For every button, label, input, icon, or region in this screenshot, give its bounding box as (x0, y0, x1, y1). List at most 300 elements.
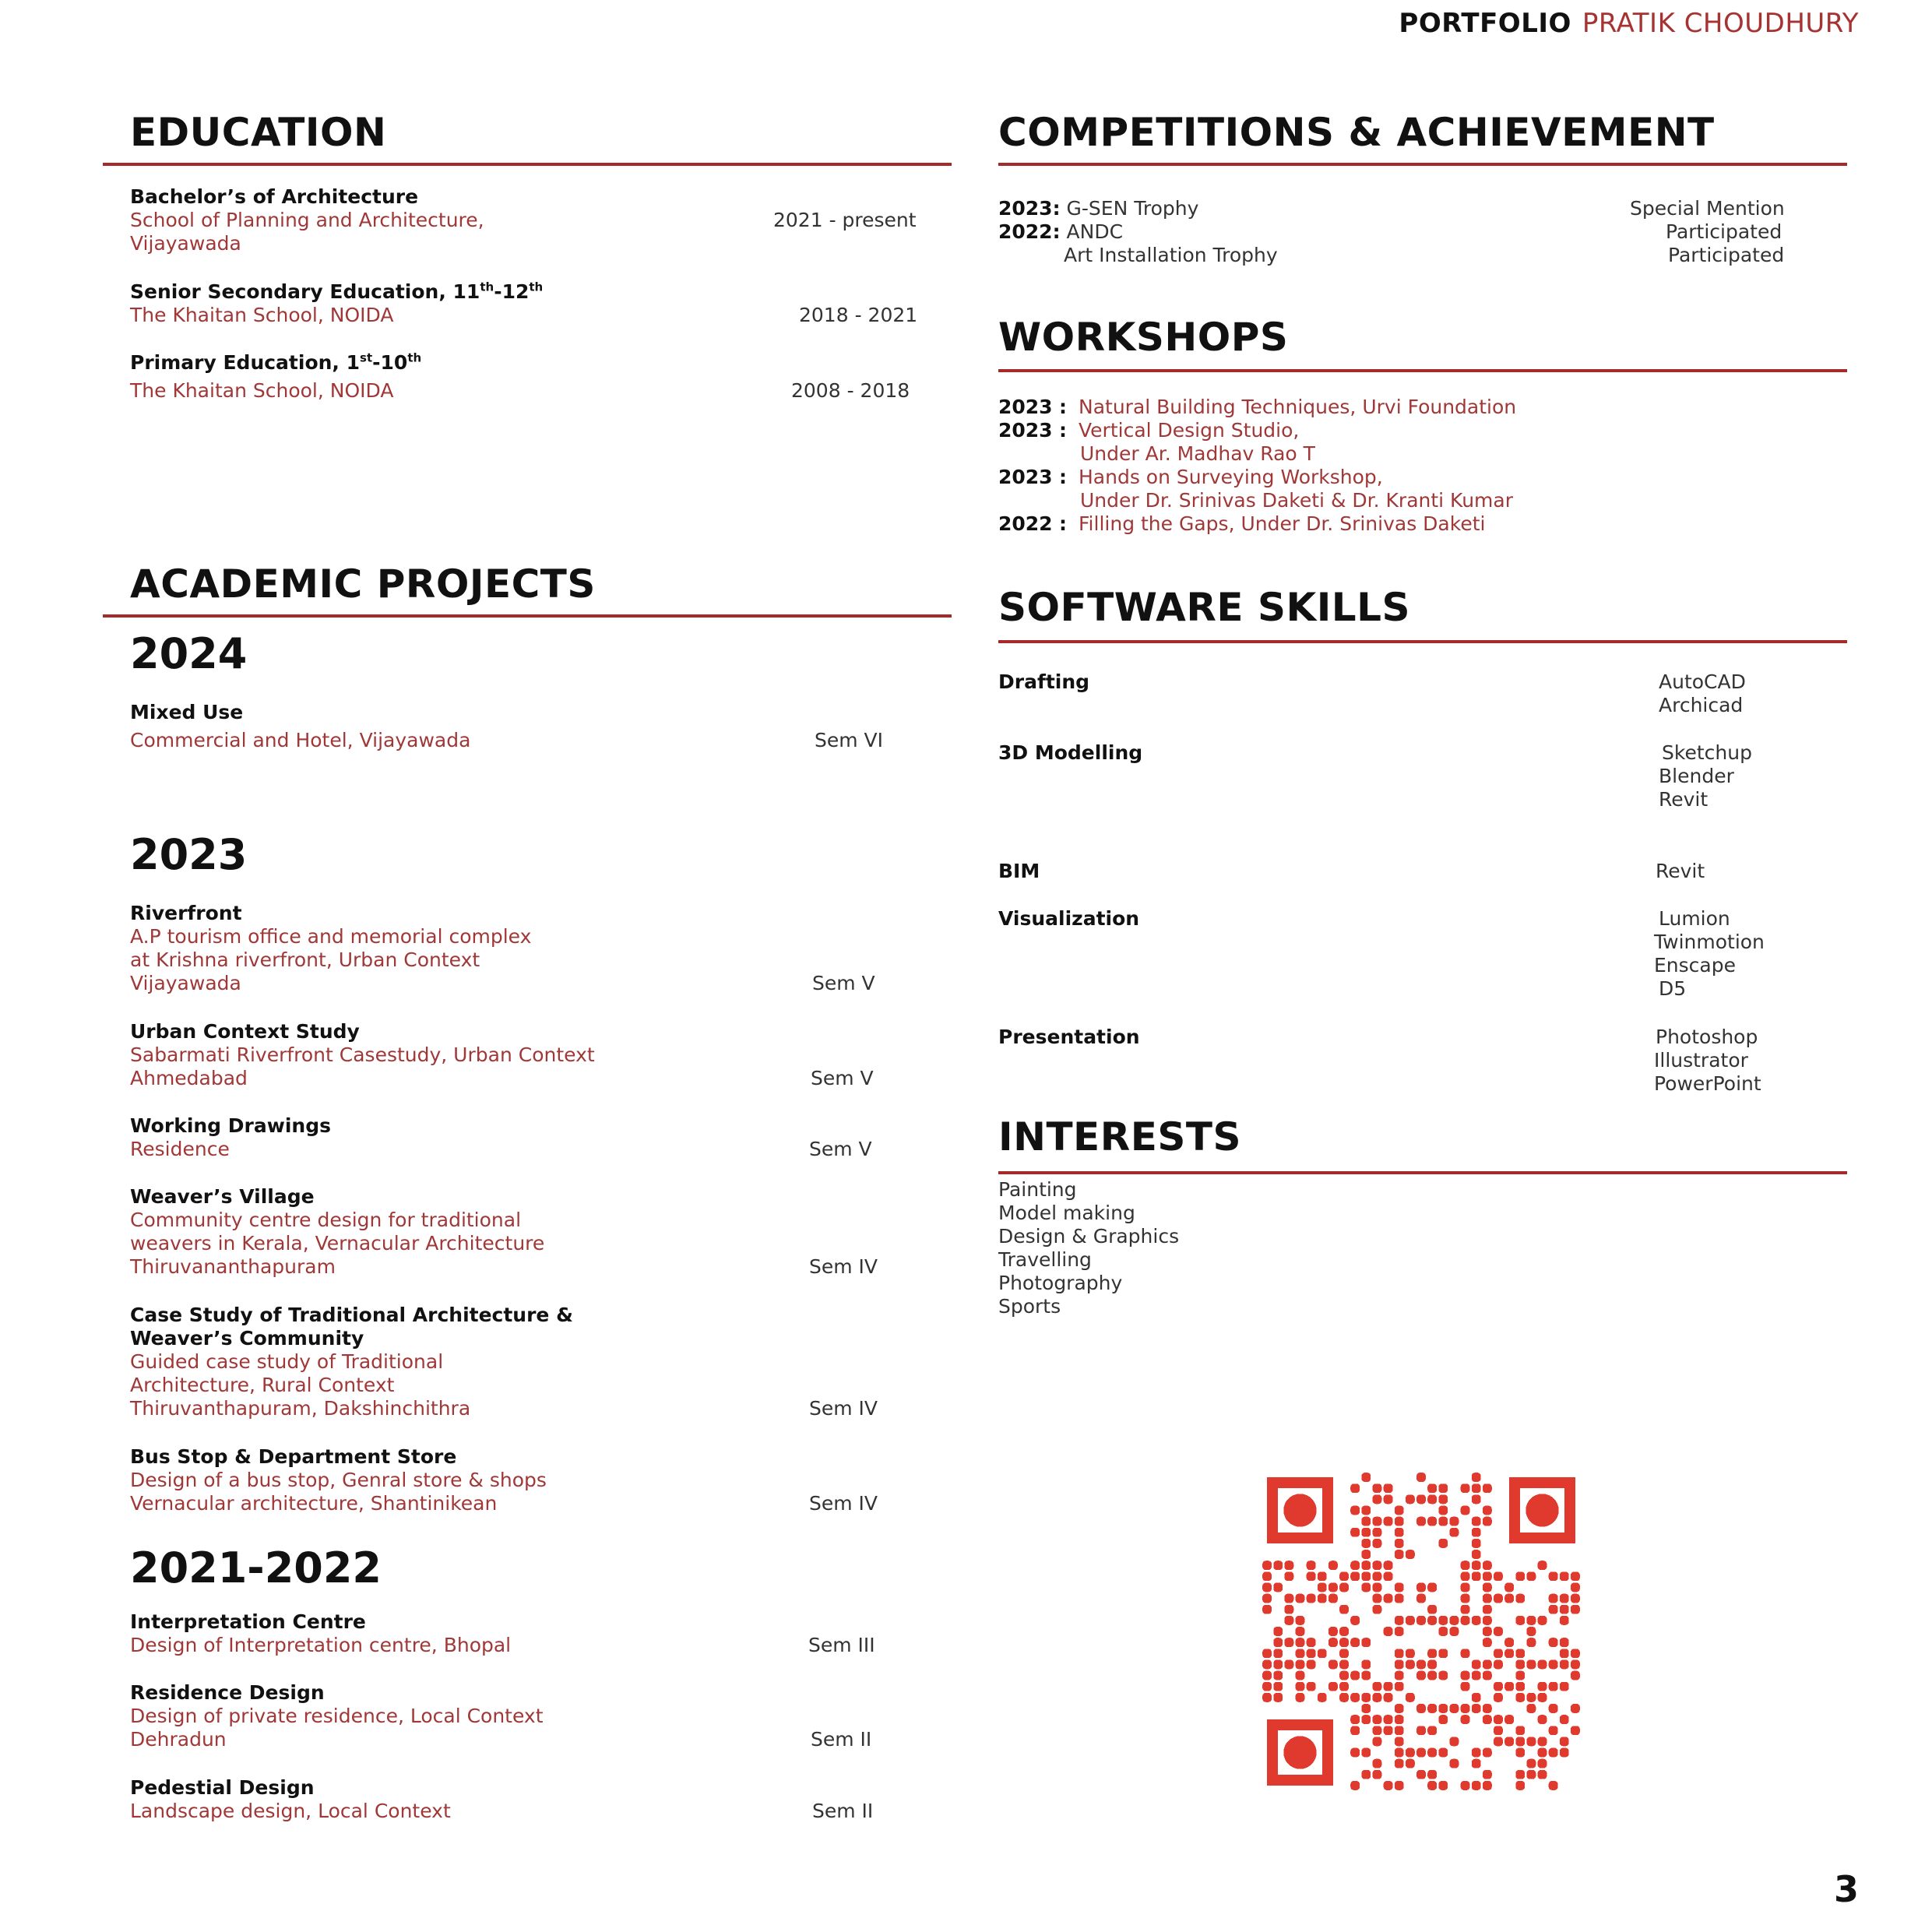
qr-module (1262, 1594, 1272, 1603)
qr-module (1307, 1571, 1316, 1581)
project-desc: A.P tourism office and memorial complex (130, 925, 532, 948)
skill-tool: PowerPoint (1654, 1072, 1761, 1095)
qr-module (1416, 1473, 1426, 1482)
qr-module (1461, 1616, 1470, 1625)
qr-module (1384, 1781, 1393, 1790)
qr-module (1483, 1561, 1492, 1570)
qr-module (1483, 1715, 1492, 1724)
qr-module (1339, 1649, 1349, 1658)
qr-module (1262, 1659, 1272, 1669)
qr-module (1461, 1594, 1470, 1603)
skill-category: Visualization (998, 907, 1140, 930)
qr-module (1284, 1616, 1293, 1625)
interest-item: Painting (998, 1178, 1077, 1201)
qr-module (1560, 1748, 1569, 1758)
qr-module (1296, 1616, 1305, 1625)
qr-module (1350, 1715, 1360, 1724)
workshop-sep: : (1059, 419, 1067, 442)
qr-module (1515, 1659, 1525, 1669)
qr-module (1373, 1682, 1382, 1691)
qr-module (1273, 1627, 1283, 1636)
qr-module (1515, 1781, 1525, 1790)
qr-module (1406, 1494, 1415, 1504)
qr-module (1438, 1781, 1448, 1790)
qr-module (1427, 1671, 1437, 1680)
qr-module (1339, 1682, 1349, 1691)
qr-module (1384, 1517, 1393, 1526)
year-2023: 2023 (130, 830, 248, 879)
qr-module (1373, 1759, 1382, 1768)
year-2024: 2024 (130, 629, 248, 678)
qr-module (1526, 1638, 1536, 1647)
project-desc: Design of private residence, Local Context (130, 1705, 544, 1727)
qr-module (1571, 1605, 1580, 1614)
qr-module (1461, 1506, 1470, 1515)
qr-module (1373, 1726, 1382, 1735)
qr-module (1373, 1561, 1382, 1570)
education-rule (103, 163, 952, 166)
qr-module (1361, 1638, 1371, 1647)
qr-module (1504, 1737, 1514, 1746)
qr-module (1395, 1649, 1404, 1658)
qr-module (1526, 1659, 1536, 1669)
qr-module (1273, 1682, 1283, 1691)
qr-module (1571, 1649, 1580, 1658)
qr-module (1296, 1638, 1305, 1647)
qr-module (1438, 1671, 1448, 1680)
qr-module (1549, 1659, 1558, 1669)
qr-module (1526, 1571, 1536, 1581)
qr-module (1339, 1605, 1349, 1614)
qr-module (1560, 1605, 1569, 1614)
qr-module (1384, 1715, 1393, 1724)
qr-module (1350, 1693, 1360, 1702)
qr-finder-tl-dot (1283, 1494, 1316, 1526)
project-desc: Vernacular architecture, Shantinikean (130, 1492, 498, 1515)
qr-module (1384, 1693, 1393, 1702)
qr-module (1262, 1649, 1272, 1658)
qr-module (1296, 1682, 1305, 1691)
qr-module (1571, 1726, 1580, 1735)
qr-module (1472, 1704, 1481, 1713)
qr-module (1461, 1715, 1470, 1724)
edu-degree-2: Senior Secondary Education, 11th-12th (130, 280, 544, 303)
qr-module (1262, 1561, 1272, 1570)
competition-item: 2023: G-SEN Trophy (998, 197, 1199, 220)
qr-module (1427, 1494, 1437, 1504)
qr-module (1384, 1726, 1393, 1735)
qr-module (1361, 1715, 1371, 1724)
project-name: Working Drawings (130, 1114, 331, 1137)
qr-module (1549, 1704, 1558, 1713)
project-desc: at Krishna riverfront, Urban Context (130, 948, 480, 971)
qr-module (1438, 1627, 1448, 1636)
qr-module (1296, 1693, 1305, 1702)
qr-module (1494, 1693, 1503, 1702)
workshop-text: Under Ar. Madhav Rao T (1080, 442, 1315, 465)
software-rule (998, 640, 1847, 643)
qr-module (1472, 1659, 1481, 1669)
qr-module (1515, 1571, 1525, 1581)
qr-module (1483, 1506, 1492, 1515)
qr-module (1384, 1494, 1393, 1504)
project-name: Bus Stop & Department Store (130, 1445, 457, 1468)
qr-module (1526, 1737, 1536, 1746)
project-sem: Sem III (808, 1634, 875, 1656)
qr-module (1339, 1638, 1349, 1647)
qr-module (1483, 1627, 1492, 1636)
qr-module (1438, 1539, 1448, 1548)
qr-module (1526, 1770, 1536, 1779)
qr-module (1350, 1726, 1360, 1735)
qr-finder-bl-dot (1283, 1736, 1316, 1768)
qr-module (1449, 1627, 1459, 1636)
project-name: Riverfront (130, 902, 242, 924)
competition-result: Participated (1668, 244, 1785, 266)
qr-module (1373, 1528, 1382, 1537)
qr-module (1373, 1517, 1382, 1526)
skill-tool: D5 (1659, 977, 1687, 1000)
project-name-2: Weaver’s Community (130, 1327, 364, 1350)
qr-module (1361, 1506, 1371, 1515)
qr-module (1483, 1605, 1492, 1614)
qr-module (1416, 1517, 1426, 1526)
qr-module (1361, 1561, 1371, 1570)
portfolio-label: PORTFOLIO (1399, 8, 1571, 39)
edu-years-2: 2018 - 2021 (799, 304, 918, 326)
qr-module (1284, 1561, 1293, 1570)
qr-module (1416, 1748, 1426, 1758)
qr-module (1526, 1627, 1536, 1636)
qr-module (1318, 1583, 1327, 1592)
project-desc: Thiruvanthapuram, Dakshinchithra (130, 1397, 471, 1420)
skill-tool: Blender (1659, 765, 1734, 787)
qr-module (1284, 1638, 1293, 1647)
qr-module (1461, 1649, 1470, 1658)
qr-module (1273, 1659, 1283, 1669)
qr-module (1427, 1748, 1437, 1758)
skill-tool: Revit (1659, 788, 1709, 811)
qr-module (1395, 1506, 1404, 1515)
qr-module (1427, 1726, 1437, 1735)
qr-module (1438, 1649, 1448, 1658)
qr-module (1273, 1693, 1283, 1702)
qr-module (1483, 1704, 1492, 1713)
qr-module (1549, 1781, 1558, 1790)
qr-module (1504, 1594, 1514, 1603)
qr-module (1549, 1594, 1558, 1603)
qr-module (1395, 1759, 1404, 1768)
qr-code[interactable] (1262, 1472, 1581, 1791)
qr-module (1339, 1583, 1349, 1592)
competitions-rule (998, 163, 1847, 166)
qr-module (1483, 1748, 1492, 1758)
qr-module (1538, 1715, 1547, 1724)
qr-module (1373, 1594, 1382, 1603)
qr-module (1494, 1571, 1503, 1581)
qr-module (1427, 1483, 1437, 1493)
project-sem: Sem IV (809, 1397, 878, 1420)
qr-module (1273, 1561, 1283, 1570)
qr-module (1427, 1583, 1437, 1592)
qr-module (1560, 1638, 1569, 1647)
qr-module (1494, 1715, 1503, 1724)
qr-module (1483, 1571, 1492, 1581)
qr-module (1406, 1748, 1415, 1758)
competition-result: Special Mention (1630, 197, 1785, 220)
edu-school-1a: School of Planning and Architecture, (130, 209, 484, 231)
qr-module (1416, 1659, 1426, 1669)
project-desc: Landscape design, Local Context (130, 1800, 451, 1822)
qr-module (1406, 1759, 1415, 1768)
qr-module (1384, 1627, 1393, 1636)
qr-module (1284, 1571, 1293, 1581)
qr-module (1395, 1583, 1404, 1592)
qr-module (1504, 1649, 1514, 1658)
qr-module (1416, 1583, 1426, 1592)
qr-module (1307, 1659, 1316, 1669)
interest-item: Photography (998, 1272, 1123, 1294)
qr-module (1438, 1494, 1448, 1504)
qr-module (1395, 1517, 1404, 1526)
qr-module (1284, 1659, 1293, 1669)
workshops-rule (998, 369, 1847, 372)
qr-module (1438, 1748, 1448, 1758)
workshop-sep: : (1059, 466, 1067, 488)
qr-module (1494, 1737, 1503, 1746)
skill-tool: Photoshop (1656, 1026, 1758, 1048)
project-desc: Residence (130, 1138, 230, 1160)
qr-module (1328, 1594, 1338, 1603)
workshop-year: 2023 (998, 419, 1053, 442)
qr-module (1296, 1594, 1305, 1603)
skill-category: 3D Modelling (998, 741, 1143, 764)
qr-module (1438, 1517, 1448, 1526)
qr-module (1262, 1693, 1272, 1702)
qr-module (1504, 1583, 1514, 1592)
qr-module (1538, 1616, 1547, 1625)
qr-module (1549, 1726, 1558, 1735)
qr-module (1284, 1605, 1293, 1614)
workshop-year: 2022 (998, 512, 1053, 535)
project-desc: Guided case study of Traditional (130, 1350, 444, 1373)
qr-module (1472, 1473, 1481, 1482)
qr-module (1560, 1715, 1569, 1724)
qr-module (1373, 1583, 1382, 1592)
project-name: Weaver’s Village (130, 1185, 315, 1208)
qr-module (1472, 1693, 1481, 1702)
skill-tool: Sketchup (1662, 741, 1752, 764)
qr-module (1483, 1781, 1492, 1790)
project-desc: Design of a bus stop, Genral store & shops (130, 1469, 547, 1491)
project-sem: Sem IV (809, 1255, 878, 1278)
qr-module (1472, 1550, 1481, 1559)
qr-module (1438, 1704, 1448, 1713)
qr-module (1483, 1616, 1492, 1625)
qr-module (1361, 1671, 1371, 1680)
qr-module (1560, 1616, 1569, 1625)
qr-module (1350, 1616, 1360, 1625)
qr-module (1504, 1638, 1514, 1647)
qr-module (1526, 1616, 1536, 1625)
qr-module (1427, 1649, 1437, 1658)
qr-module (1318, 1594, 1327, 1603)
qr-module (1560, 1682, 1569, 1691)
project-name: Mixed Use (130, 701, 244, 723)
qr-module (1373, 1539, 1382, 1548)
qr-module (1461, 1781, 1470, 1790)
competition-item: 2022: ANDC (998, 220, 1124, 243)
qr-module (1560, 1737, 1569, 1746)
qr-module (1461, 1571, 1470, 1581)
competitions-title: COMPETITIONS & ACHIEVEMENT (998, 110, 1715, 155)
qr-module (1350, 1671, 1360, 1680)
qr-module (1427, 1704, 1437, 1713)
qr-module (1296, 1659, 1305, 1669)
edu-school-3: The Khaitan School, NOIDA (130, 379, 394, 402)
qr-module (1328, 1627, 1338, 1636)
project-sem: Sem V (811, 1067, 874, 1089)
project-sem: Sem IV (809, 1492, 878, 1515)
skill-tool: AutoCAD (1659, 670, 1746, 693)
qr-module (1515, 1671, 1525, 1680)
qr-module (1560, 1649, 1569, 1658)
workshops-title: WORKSHOPS (998, 315, 1289, 360)
project-name: Urban Context Study (130, 1020, 360, 1043)
qr-module (1461, 1682, 1470, 1691)
qr-module (1395, 1627, 1404, 1636)
qr-module (1472, 1483, 1481, 1493)
qr-module (1461, 1605, 1470, 1614)
qr-module (1350, 1528, 1360, 1537)
qr-module (1571, 1571, 1580, 1581)
qr-module (1406, 1616, 1415, 1625)
qr-module (1416, 1594, 1426, 1603)
qr-module (1515, 1770, 1525, 1779)
qr-module (1361, 1473, 1371, 1482)
qr-module (1350, 1506, 1360, 1515)
qr-module (1571, 1659, 1580, 1669)
qr-module (1373, 1494, 1382, 1504)
qr-module (1328, 1583, 1338, 1592)
qr-module (1472, 1748, 1481, 1758)
qr-module (1339, 1659, 1349, 1669)
qr-module (1339, 1627, 1349, 1636)
qr-module (1494, 1627, 1503, 1636)
qr-module (1416, 1616, 1426, 1625)
qr-module (1416, 1726, 1426, 1735)
qr-module (1538, 1748, 1547, 1758)
qr-module (1395, 1715, 1404, 1724)
project-desc: Sabarmati Riverfront Casestudy, Urban Context (130, 1043, 595, 1066)
workshop-text: Under Dr. Srinivas Daketi & Dr. Kranti Kumar (1080, 489, 1513, 512)
qr-module (1515, 1748, 1525, 1758)
qr-module (1328, 1659, 1338, 1669)
project-sem: Sem II (811, 1728, 872, 1751)
qr-module (1318, 1649, 1327, 1658)
project-desc: Vijayawada (130, 972, 241, 994)
edu-school-2: The Khaitan School, NOIDA (130, 304, 394, 326)
qr-module (1284, 1594, 1293, 1603)
edu-school-1b: Vijayawada (130, 232, 241, 255)
qr-module (1416, 1494, 1426, 1504)
qr-module (1538, 1770, 1547, 1779)
competition-item: Art Installation Trophy (1064, 244, 1278, 266)
qr-module (1384, 1483, 1393, 1493)
qr-module (1361, 1550, 1371, 1559)
project-sem: Sem V (812, 972, 875, 994)
qr-module (1318, 1571, 1327, 1581)
qr-module (1262, 1671, 1272, 1680)
skill-tool: Twinmotion (1654, 931, 1765, 953)
qr-module (1472, 1571, 1481, 1581)
author-name: PRATIK CHOUDHURY (1582, 8, 1859, 39)
qr-module (1494, 1726, 1503, 1735)
qr-module (1461, 1704, 1470, 1713)
qr-module (1373, 1483, 1382, 1493)
qr-module (1307, 1649, 1316, 1658)
education-title: EDUCATION (130, 110, 387, 155)
qr-module (1560, 1659, 1569, 1669)
workshop-sep: : (1059, 512, 1067, 535)
edu-years-3: 2008 - 2018 (791, 379, 910, 402)
qr-module (1395, 1704, 1404, 1713)
qr-module (1273, 1649, 1283, 1658)
interests-title: INTERESTS (998, 1114, 1241, 1160)
edu-degree-3: Primary Education, 1st-10th (130, 350, 422, 374)
qr-module (1395, 1781, 1404, 1790)
qr-module (1449, 1759, 1459, 1768)
qr-module (1406, 1649, 1415, 1658)
qr-module (1571, 1583, 1580, 1592)
edu-years-1: 2021 - present (773, 209, 917, 231)
qr-module (1384, 1571, 1393, 1581)
qr-module (1449, 1704, 1459, 1713)
qr-module (1494, 1682, 1503, 1691)
qr-module (1504, 1682, 1514, 1691)
workshop-year: 2023 (998, 466, 1053, 488)
qr-module (1438, 1715, 1448, 1724)
qr-finder-tr-dot (1526, 1494, 1558, 1526)
qr-module (1406, 1659, 1415, 1669)
qr-module (1571, 1594, 1580, 1603)
qr-module (1350, 1571, 1360, 1581)
interests-rule (998, 1171, 1847, 1174)
qr-module (1427, 1781, 1437, 1790)
qr-module (1395, 1539, 1404, 1548)
qr-module (1472, 1561, 1481, 1570)
qr-module (1384, 1682, 1393, 1691)
edu-degree-1: Bachelor’s of Architecture (130, 185, 419, 208)
qr-module (1395, 1659, 1404, 1669)
skill-tool: Archicad (1659, 694, 1744, 716)
qr-module (1395, 1682, 1404, 1691)
qr-module (1361, 1517, 1371, 1526)
qr-module (1515, 1594, 1525, 1603)
qr-module (1307, 1561, 1316, 1570)
qr-module (1262, 1583, 1272, 1592)
qr-module (1472, 1517, 1481, 1526)
project-desc: Dehradun (130, 1728, 227, 1751)
qr-module (1262, 1682, 1272, 1691)
qr-module (1395, 1528, 1404, 1537)
qr-module (1373, 1715, 1382, 1724)
qr-module (1538, 1759, 1547, 1768)
qr-module (1361, 1583, 1371, 1592)
qr-module (1350, 1483, 1360, 1493)
year-2021-2022: 2021-2022 (130, 1543, 382, 1592)
qr-module (1395, 1737, 1404, 1746)
